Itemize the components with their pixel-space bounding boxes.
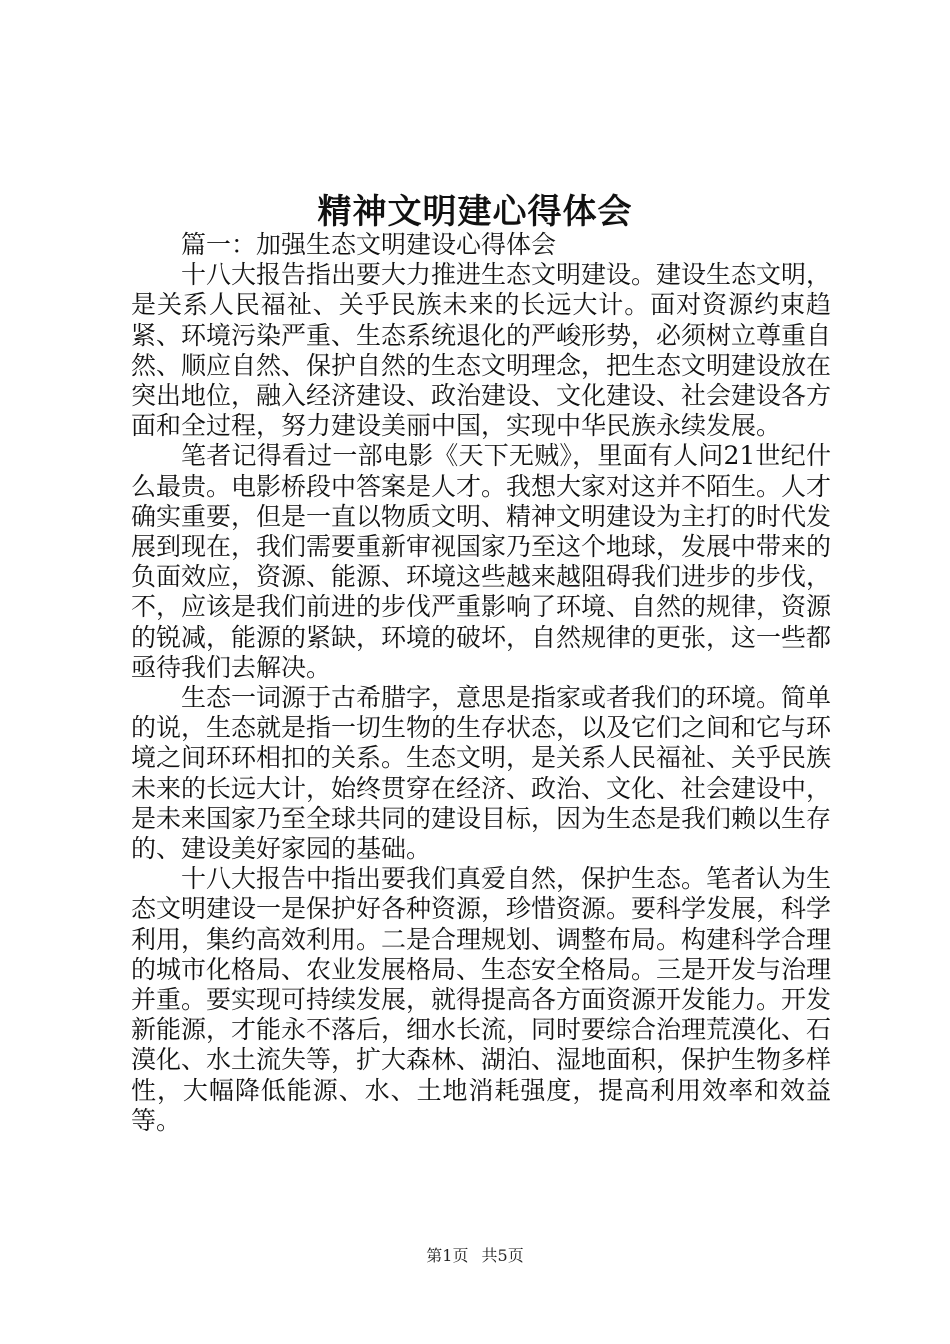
document-body — [131, 230, 831, 1136]
paragraph: 十八大报告中指出要我们真爱自然，保护生态。笔者认为生态文明建设一是保护好各种资源，珍惜资源。要科学发展，科学利用，集约高效利用。二是合理规划、调整布局。构建科学合理的城市化格局、农业发展格局、生态安全格局。三是开发与治理并重。要实现可持续发展，就得提高各方面资源开发能力。开发新能源，才能永不落后，细水长流，同时要综合治理荒漠化、石漠化、水土流失等，扩大森林、湖泊、湿地面积，保护生物多样性，大幅降低能源、水、土地消耗强度，提高利用效率和效益等。 — [131, 864, 832, 1135]
paragraph: 笔者记得看过一部电影《天下无贼》，里面有人问21世纪什么最贵。电影桥段中答案是人才。我想大家对这并不陌生。人才确实重要，但是一直以物质文明、精神文明建设为主打的时代发展到现在，我们需要重新审视国家乃至这个地球，发展中带来的负面效应，资源、能源、环境这些越来越阻碍我们进步的步伐，不，应该是我们前进的步伐严重影响了环境、自然的规律，资源的锐减，能源的紧缺，环境的破坏，自然规律的更张，这一些都亟待我们去解决。 — [131, 441, 832, 682]
paragraph: 十八大报告指出要大力推进生态文明建设。建设生态文明，是关系人民福祉、关乎民族未来的长远大计。面对资源约束趋紧、环境污染严重、生态系统退化的严峻形势，必须树立尊重自然、顺应自然、保护自然的生态文明理念，把生态文明建设放在突出地位，融入经济建设、政治建设、文化建设、社会建设各方面和全过程，努力建设美丽中国，实现中华民族永续发展。 — [131, 260, 832, 441]
page-footer — [0, 1243, 950, 1266]
page-total: 共5页 — [481, 1246, 524, 1265]
paragraph: 生态一词源于古希腊字，意思是指家或者我们的环境。简单的说，生态就是指一切生物的生存状态，以及它们之间和它与环境之间环环相扣的关系。生态文明，是关系人民福祉、关乎民族未来的长远大计，始终贯穿在经济、政治、文化、社会建设中，是未来国家乃至全球共同的建设目标，因为生态是我们赖以生存的、建设美好家园的基础。 — [131, 683, 832, 864]
document-title: 精神文明建心得体会 — [317, 192, 633, 232]
page-number: 第1页 — [426, 1246, 469, 1265]
section-heading: 篇一：加强生态文明建设心得体会 — [181, 230, 557, 259]
